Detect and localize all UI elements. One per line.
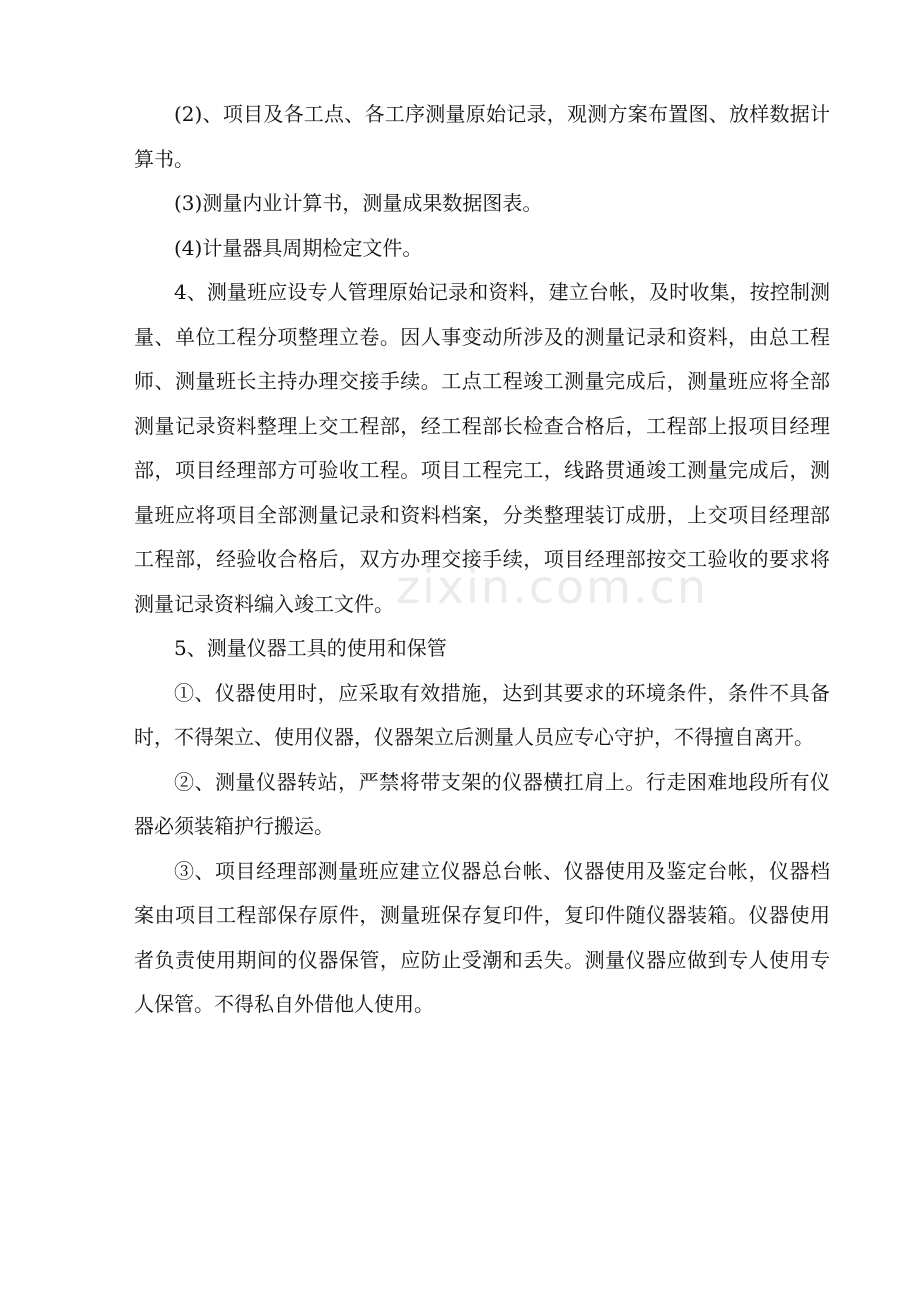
paragraph-item-1: ①、仪器使用时，应采取有效措施，达到其要求的环境条件，条件不具备时，不得架立、使用仪器，仪器架立后测量人员应专心守护，不得擅自离开。 <box>134 680 830 749</box>
paragraph-4-instruments: (4)计量器具周期检定文件。 <box>174 235 423 260</box>
paragraph-section-4: 4、测量班应设专人管理原始记录和资料，建立台帐，及时收集，按控制测量、单位工程分项整理立卷。因人事变动所涉及的测量记录和资料，由总工程师、测量班长主持办理交接手续。工点工程竣工测量完成后，测量班应将全部测量记录资料整理上交工程部，经工程部长检查合格后，工程部上报项目经理部，项目经理部方可验收工程。项目工程完工，线路贯通竣工测量完成后，测量班应将项目全部测量记录和资料档案，分类整理装订成册，上交项目经理部工程部，经验收合格后，双方办理交接手续，项目经理部按交工验收的要求将测量记录资料编入竣工文件。 <box>134 280 830 616</box>
paragraph-2-records: (2)、项目及各工点、各工序测量原始记录，观测方案布置图、放样数据计算书。 <box>134 102 830 171</box>
watermark: zixin.com.cn <box>396 560 709 614</box>
paragraph-item-2: ②、测量仪器转站，严禁将带支架的仪器横扛肩上。行走困难地段所有仪器必须装箱护行搬运。 <box>134 769 830 838</box>
document-body <box>134 92 830 1027</box>
paragraph-3-calculation: (3)测量内业计算书，测量成果数据图表。 <box>174 191 543 215</box>
paragraph-section-5-heading: 5、测量仪器工具的使用和保管 <box>174 636 447 660</box>
paragraph-item-3: ③、项目经理部测量班应建立仪器总台帐、仪器使用及鉴定台帐，仪器档案由项目工程部保存原件，测量班保存复印件，复印件随仪器装箱。仪器使用者负责使用期间的仪器保管，应防止受潮和丢失。测量仪器应做到专人使用专人保管。不得私自外借他人使用。 <box>134 858 830 1016</box>
